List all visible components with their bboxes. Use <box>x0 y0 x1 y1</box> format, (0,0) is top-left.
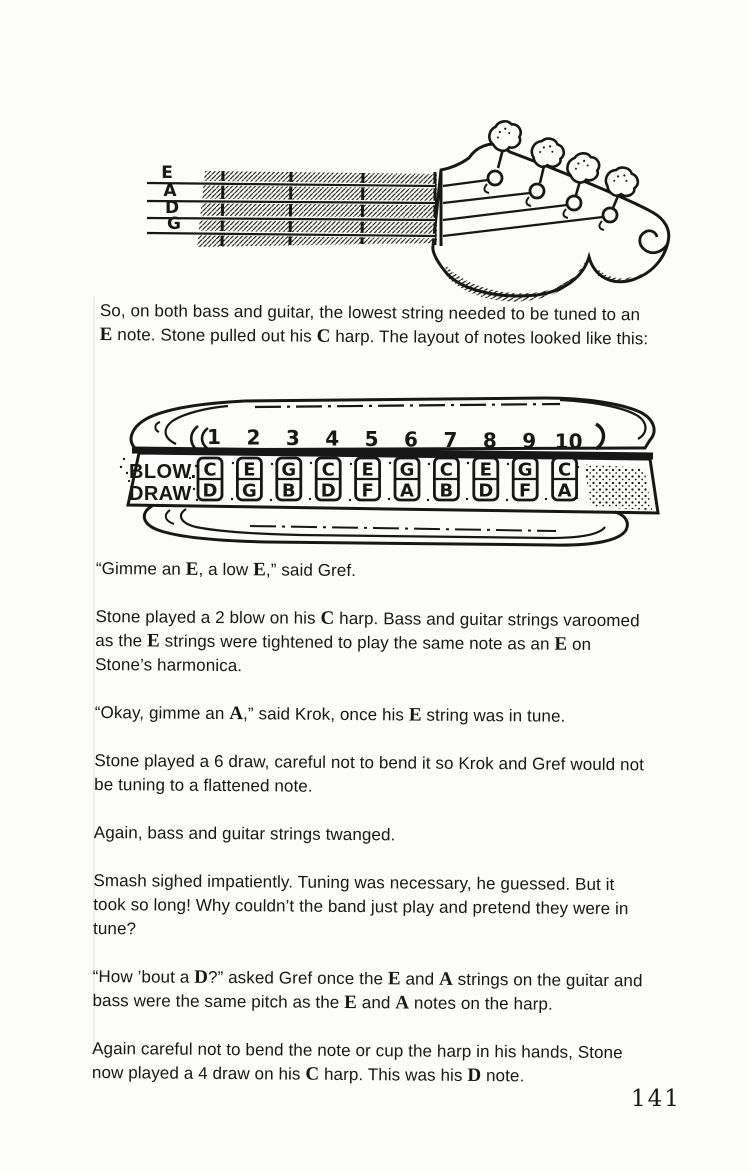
draw-note: F <box>519 480 532 502</box>
bold-note-letter: C <box>316 325 331 347</box>
text-run: harp. Bass and guitar strings varoomed as the <box>95 608 640 651</box>
blow-label: BLOW. <box>129 461 197 483</box>
text-run: “Gimme an <box>95 558 186 579</box>
page-number: 141 <box>631 1086 681 1112</box>
bold-note-letter: E <box>554 633 568 655</box>
hole-number: 7 <box>443 428 458 452</box>
paragraph <box>92 965 644 1017</box>
text-run: notes on the harp. <box>409 993 553 1014</box>
draw-note: F <box>361 480 374 502</box>
paragraph <box>96 557 648 585</box>
text-run: So, on both bass and guitar, the lowest string needed to be tuned to an <box>99 300 641 325</box>
draw-note: A <box>400 480 414 502</box>
bold-note-letter: E <box>185 558 199 580</box>
text-run: “How ’bout a <box>92 966 195 987</box>
blow-note: C <box>557 459 572 481</box>
draw-note: A <box>557 480 572 502</box>
text-run: ,” said Krok, once his <box>243 704 409 725</box>
bold-note-letter: A <box>438 968 453 990</box>
text-run: Again careful not to bend the note or cup the harp in his hands, Stone now played a 4 draw on his <box>91 1038 623 1084</box>
body-text-block <box>92 557 648 1113</box>
draw-note: D <box>202 480 218 502</box>
bold-note-letter: A <box>229 703 244 725</box>
bold-note-letter: A <box>395 992 410 1014</box>
paragraph <box>94 821 646 849</box>
draw-label: DRAW <box>129 483 192 505</box>
text-run: and <box>400 969 440 989</box>
hole-number: 6 <box>404 427 418 452</box>
text-run: Stone played a 2 blow on his <box>95 606 321 628</box>
bold-note-letter: E <box>344 991 358 1014</box>
string-label: A <box>163 181 177 201</box>
stippled-end <box>584 464 652 510</box>
draw-note: B <box>439 480 454 502</box>
blow-note: G <box>399 459 415 481</box>
hole-number: 4 <box>325 426 340 451</box>
scan-gutter-artifact <box>93 296 95 1056</box>
text-run: Stone played a 6 draw, careful not to bend it so Krok and Gref would not be tuning to a flattened note. <box>94 750 645 796</box>
harmonica-illustration <box>115 395 671 550</box>
draw-note: D <box>320 480 336 502</box>
hole-number: 2 <box>246 425 261 450</box>
text-run: ?” asked Gref once the <box>207 967 389 989</box>
blow-note: C <box>203 459 217 481</box>
blow-note: C <box>321 459 335 481</box>
text-run: “Okay, gimme an <box>94 702 230 724</box>
hole-number: 5 <box>364 427 379 451</box>
hole-number: 3 <box>285 426 300 450</box>
string-label: G <box>167 214 181 234</box>
blow-note: E <box>479 459 492 481</box>
bold-note-letter: E <box>387 968 401 990</box>
text-run: harp. The layout of notes looked like this: <box>330 326 649 349</box>
draw-note: B <box>281 480 296 502</box>
blow-note: G <box>517 459 533 481</box>
bold-note-letter: C <box>305 1063 320 1085</box>
bold-note-letter: E <box>408 704 422 726</box>
bold-note-letter: E <box>146 630 160 652</box>
blow-note: E <box>361 459 374 481</box>
text-run: strings on the guitar and bass were the same pitch as the <box>92 969 643 1012</box>
hole-number: 9 <box>522 429 537 453</box>
string-label: D <box>164 198 180 218</box>
bold-note-letter: D <box>467 1064 482 1087</box>
hole-number: 10 <box>554 429 583 454</box>
text-run: harp. This was his <box>319 1064 468 1085</box>
text-run: note. <box>481 1066 525 1086</box>
text-run: strings were tightened to play the same note as an <box>159 631 555 654</box>
bass-headstock-illustration <box>125 108 675 308</box>
paragraph <box>93 869 646 945</box>
hole-number: 1 <box>207 425 221 449</box>
draw-note: G <box>242 480 257 502</box>
intro-text-block <box>99 299 652 375</box>
blow-note: G <box>281 459 297 481</box>
text-run: ,” said Gref. <box>265 560 357 581</box>
text-run: , a low <box>198 559 254 580</box>
text-run: string was in tune. <box>421 705 566 726</box>
paragraph <box>94 749 646 801</box>
paragraph <box>92 1037 644 1089</box>
draw-note: D <box>478 480 494 502</box>
string-labels <box>161 163 181 234</box>
blow-note: C <box>439 459 454 481</box>
hole-number: 8 <box>482 428 497 453</box>
paragraph <box>100 299 652 351</box>
bold-note-letter: D <box>194 966 209 988</box>
blow-note: E <box>243 459 256 481</box>
text-run: and <box>356 993 396 1013</box>
bold-note-letter: C <box>320 607 335 629</box>
paragraph <box>95 605 648 681</box>
text-run: Again, bass and guitar strings twanged. <box>93 822 396 845</box>
string-label: E <box>161 163 173 183</box>
text-run: note. Stone pulled out his <box>112 325 317 346</box>
text-run: on Stone’s harmonica. <box>95 634 592 676</box>
bold-note-letter: E <box>99 323 113 346</box>
text-run: Smash sighed impatiently. Tuning was necessary, he guessed. But it took so long! Why couldn’t the band just play and pretend they were in tune? <box>93 870 629 939</box>
bold-note-letter: E <box>253 559 267 581</box>
paragraph <box>95 701 647 729</box>
blow-draw-labels <box>129 461 197 505</box>
